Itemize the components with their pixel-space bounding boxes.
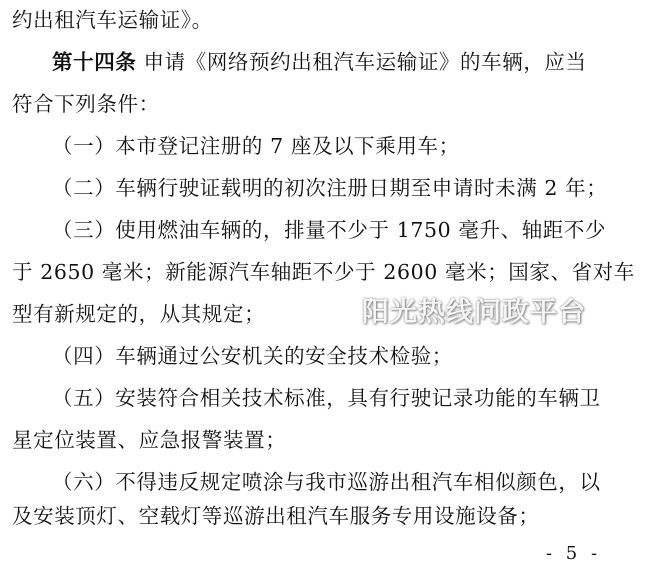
condition-5: （五）安装符合相关技术标准，具有行驶记录功能的车辆卫 [52, 386, 601, 410]
watermark: 阳光热线问政平台 [362, 297, 586, 328]
text-line: 于 2650 毫米；新能源汽车轴距不少于 2600 毫米；国家、省对车 [12, 260, 635, 284]
condition-4: （四）车辆通过公安机关的安全技术检验； [52, 344, 453, 368]
text-line: 符合下列条件： [12, 92, 160, 116]
text-line: 及安装顶灯、空载灯等巡游出租汽车服务专用设施设备； [12, 504, 540, 528]
condition-1: （一）本市登记注册的 7 座及以下乘用车； [52, 134, 460, 158]
article-14-first-line [52, 50, 642, 74]
text-line: 约出租汽车运输证》。 [12, 8, 213, 32]
condition-2: （二）车辆行驶证载明的初次注册日期至申请时未满 2 年； [52, 176, 608, 200]
article-heading: 第十四条 [52, 50, 137, 74]
text-line: 型有新规定的，从其规定； [12, 302, 266, 326]
condition-6: （六）不得违反规定喷涂与我市巡游出租汽车相似颜色，以 [52, 470, 601, 494]
page-number: - 5 - [546, 543, 602, 564]
condition-3: （三）使用燃油车辆的，排量不少于 1750 毫升、轴距不少 [52, 218, 607, 242]
text-line: 申请《网络预约出租汽车运输证》的车辆，应当 [143, 50, 587, 74]
text-line: 星定位装置、应急报警装置； [12, 428, 287, 452]
